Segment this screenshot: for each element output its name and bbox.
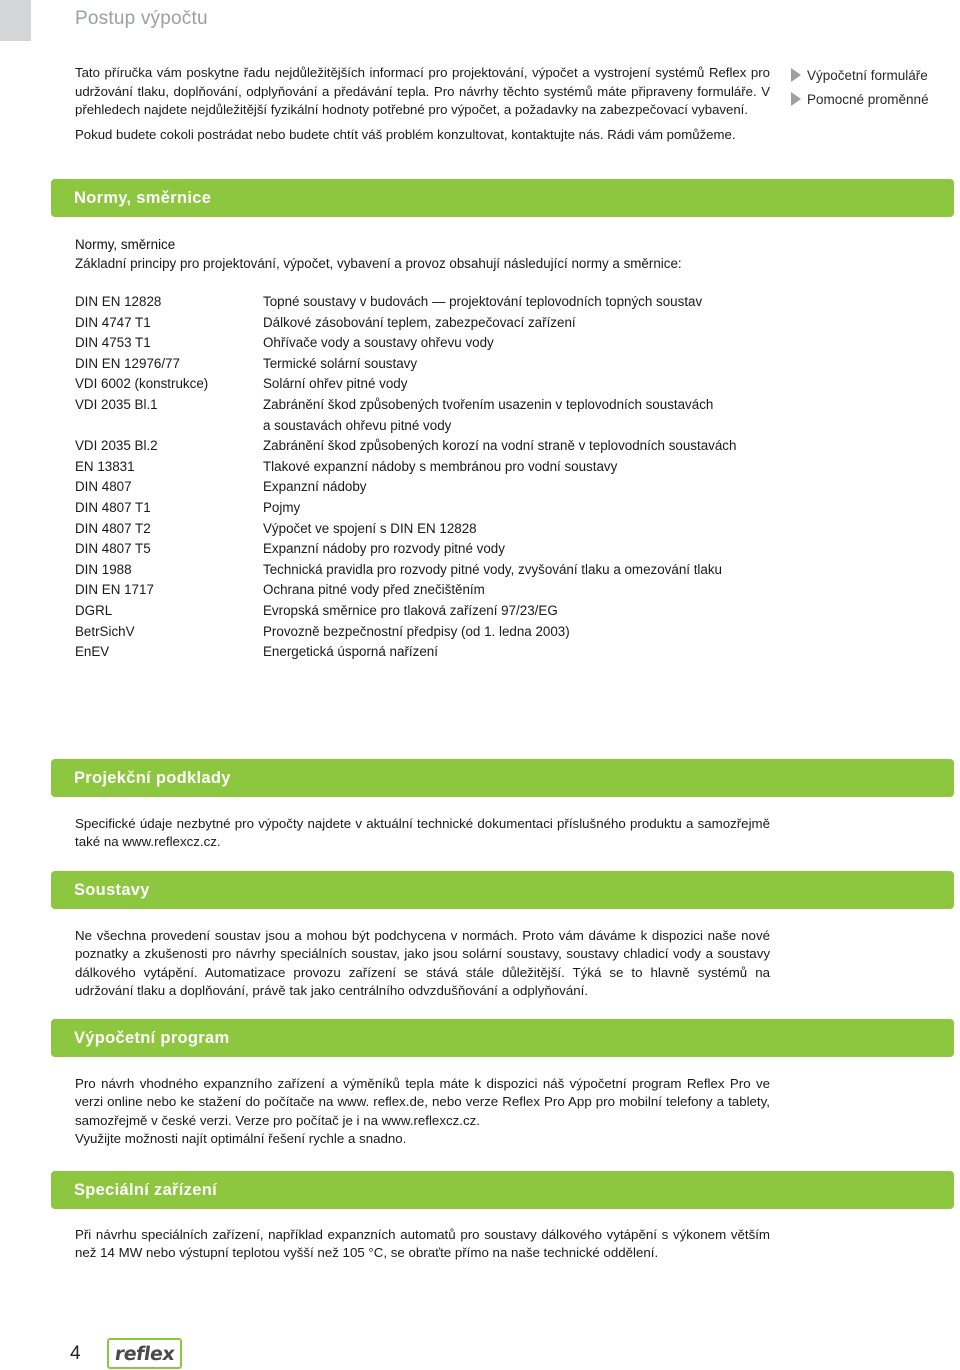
reflex-logo (107, 1338, 182, 1369)
standard-row (75, 416, 795, 437)
corner-marker (0, 0, 31, 41)
soustavy-paragraph: Ne všechna provedení soustav jsou a mohou být podchycena v normách. Proto vám dáváme k dispozici naše nové poznatky a zkušenosti pro návrhy speciálních soustav, jako jsou solární soustavy, soustavy chladicí vody a soustavy dálkového vytápění. Automatizace provozu zařízení se stává stále důležitější. Týká se to hlavně systémů na udržování tlaku a doplňování, právě tak jako centrálního odvzdušňování a odplyňování. (75, 928, 770, 998)
standard-row (75, 642, 795, 663)
section-header-soustavy: Soustavy (51, 871, 954, 909)
standards-lead: Základní principy pro projektování, výpočet, vybavení a provoz obsahují následující normy a směrnice: (75, 256, 682, 271)
standard-row (75, 601, 795, 622)
standard-code: DIN 4753 T1 (75, 335, 151, 351)
standard-row (75, 333, 795, 354)
standard-row (75, 313, 795, 334)
standard-description: Technická pravidla pro rozvody pitné vody, zvyšování tlaku a omezování tlaku (263, 561, 722, 577)
standards-subtitle: Normy, směrnice (75, 237, 176, 252)
soustavy-text (75, 927, 770, 1000)
standard-description: Expanzní nádoby pro rozvody pitné vody (263, 541, 505, 557)
intro-paragraph-1: Tato příručka vám poskytne řadu nejdůležitějších informací pro projektování, výpočet a vystrojení systémů Reflex pro udržování tlaku, doplňování, odplyňování a předávání tepla. Pro návrhy těchto systémů máte připraveny formuláře. V přehledech najdete nejdůležitější fyzikální hodnoty potřebné pro výpočet, a požadavky na zabezpečovací vybavení. (75, 65, 770, 117)
standard-code: DIN 1988 (75, 561, 132, 577)
standard-description: Provozně bezpečnostní předpisy (od 1. ledna 2003) (263, 623, 570, 639)
projekcni-text (75, 815, 770, 852)
standard-description: Evropská směrnice pro tlaková zařízení 97/23/EG (263, 602, 558, 618)
specialni-text (75, 1226, 770, 1263)
standard-description: Zabránění škod způsobených korozí na vodní straně v teplovodních soustavách (263, 438, 737, 454)
standard-description: Dálkové zásobování teplem, zabezpečovací zařízení (263, 314, 576, 330)
standard-code: VDI 2035 Bl.2 (75, 438, 158, 454)
logo-text: reflex (109, 1343, 179, 1365)
standard-description: Ochrana pitné vody před znečištěním (263, 582, 485, 598)
standard-row (75, 539, 795, 560)
program-paragraph-2: Využijte možnosti najít optimální řešení rychle a snadno. (75, 1130, 407, 1146)
standard-description: Energetická úsporná nařízení (263, 644, 438, 660)
standard-code: VDI 6002 (konstrukce) (75, 376, 209, 392)
standard-description: Solární ohřev pitné vody (263, 376, 408, 392)
side-link-label: Pomocné proměnné (807, 91, 929, 107)
play-arrow-icon (791, 92, 801, 106)
specialni-paragraph: Při návrhu speciálních zařízení, například expanzních automatů pro soustavy dálkového vytápění s výkonem větším než 14 MW nebo výstupní teplotou vyšší než 105 °C, se obraťte přímo na naše technické oddělení. (75, 1227, 770, 1261)
page-number: 4 (70, 1343, 81, 1364)
standards-heading (75, 235, 682, 273)
standard-description: Expanzní nádoby (263, 479, 367, 495)
section-header-program: Výpočetní program (51, 1019, 954, 1057)
standard-description: Zabránění škod způsobených tvořením usazenin v teplovodních soustavách (263, 396, 714, 412)
standard-row (75, 477, 795, 498)
section-header-normy: Normy, směrnice (51, 179, 954, 217)
standard-description: Ohřívače vody a soustavy ohřevu vody (263, 335, 494, 351)
play-arrow-icon (791, 68, 801, 82)
side-link-pomocne-promenne[interactable] (791, 87, 929, 111)
intro-paragraph-2: Pokud budete cokoli postrádat nebo budete chtít váš problém konzultovat, kontaktujte nás. Rádi vám pomůžeme. (75, 126, 736, 142)
section-header-specialni: Speciální zařízení (51, 1171, 954, 1209)
standard-row (75, 519, 795, 540)
side-link-vypocetni-formulare[interactable] (791, 63, 929, 87)
standard-row (75, 354, 795, 375)
standard-code: EnEV (75, 644, 110, 660)
standard-description: Termické solární soustavy (263, 355, 418, 371)
standard-row (75, 395, 795, 416)
standard-row (75, 498, 795, 519)
standard-code: VDI 2035 Bl.1 (75, 396, 158, 412)
standard-code: DIN 4807 (75, 479, 132, 495)
standard-code: EN 13831 (75, 458, 135, 474)
standard-row (75, 457, 795, 478)
standard-row (75, 580, 795, 601)
side-link-label: Výpočetní formuláře (807, 67, 928, 83)
standard-description: Tlakové expanzní nádoby s membránou pro vodní soustavy (263, 458, 618, 474)
side-links (791, 63, 929, 111)
standard-row (75, 292, 795, 313)
standard-row (75, 436, 795, 457)
standard-code: DIN 4747 T1 (75, 314, 151, 330)
standard-description: Topné soustavy v budovách — projektování teplovodních topných soustav (263, 294, 703, 309)
projekcni-paragraph: Specifické údaje nezbytné pro výpočty najdete v aktuální technické dokumentaci příslušného produktu a samozřejmě také na www.reflexcz.cz. (75, 816, 770, 850)
program-text (75, 1075, 770, 1148)
program-paragraph: Pro návrh vhodného expanzního zařízení a výměníků tepla máte k dispozici náš výpočetní program Reflex Pro ve verzi online nebo ke stažení do počítače na www. reflex.de, nebo verze Reflex Pro App pro mobilní telefony a tablety, samozřejmě v české verzi. Verze pro počítač je i na www.reflexcz.cz. (75, 1076, 770, 1128)
standard-code: DIN 4807 T2 (75, 520, 151, 536)
standard-code: DGRL (75, 602, 113, 618)
standard-description: Výpočet ve spojení s DIN EN 12828 (263, 520, 477, 536)
standard-code: DIN EN 12976/77 (75, 355, 180, 371)
standard-code (75, 416, 263, 437)
standard-code: DIN 4807 T1 (75, 499, 151, 515)
intro-text (75, 64, 770, 144)
standard-row (75, 560, 795, 581)
standard-code: DIN EN 1717 (75, 582, 154, 598)
section-header-projekcni: Projekční podklady (51, 759, 954, 797)
page-title: Postup výpočtu (75, 8, 208, 29)
standard-description: a soustavách ohřevu pitné vody (263, 417, 452, 433)
standard-row (75, 374, 795, 395)
standard-code: DIN EN 12828 (75, 294, 162, 309)
standard-code: BetrSichV (75, 623, 135, 639)
standard-row (75, 622, 795, 643)
standard-code: DIN 4807 T5 (75, 541, 151, 557)
standard-description: Pojmy (263, 499, 301, 515)
standards-table (75, 292, 795, 663)
